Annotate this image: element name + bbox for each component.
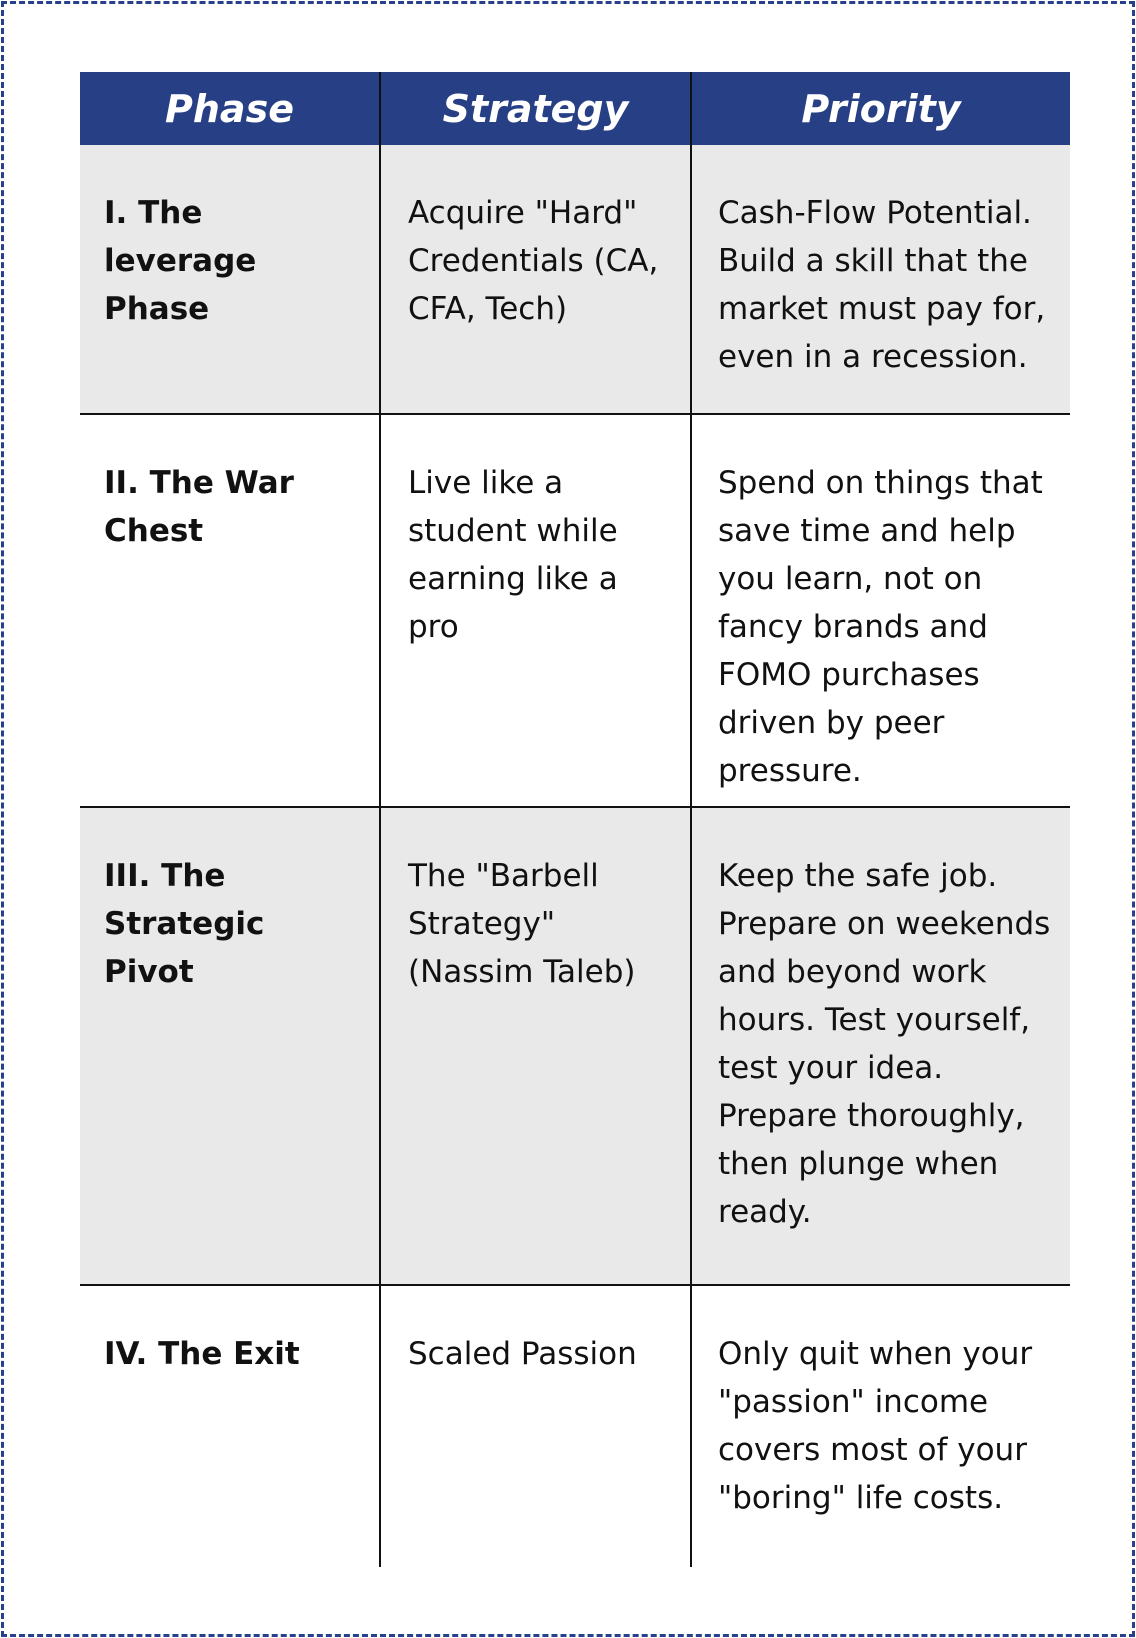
header-strategy: Strategy: [380, 72, 691, 145]
table-row: [80, 807, 1070, 1285]
priority-cell: Cash-Flow Potential. Build a skill that the market must pay for, even in a recession.: [691, 145, 1070, 414]
table-row: [80, 145, 1070, 414]
table-row: [80, 414, 1070, 807]
table-header-row: [80, 72, 1070, 145]
strategy-cell: Acquire "Hard" Credentials (CA, CFA, Tech): [380, 145, 691, 414]
priority-cell: Keep the safe job. Prepare on weekends and beyond work hours. Test yourself, test your idea. Prepare thoroughly, then plunge when ready.: [691, 807, 1070, 1285]
priority-cell: Only quit when your "passion" income covers most of your "boring" life costs.: [691, 1285, 1070, 1567]
phase-cell: IV. The Exit: [80, 1285, 380, 1567]
phase-cell: II. The War Chest: [80, 414, 380, 807]
phase-strategy-table: [80, 72, 1070, 1567]
table-row: [80, 1285, 1070, 1567]
strategy-cell: Scaled Passion: [380, 1285, 691, 1567]
priority-cell: Spend on things that save time and help you learn, not on fancy brands and FOMO purchases driven by peer pressure.: [691, 414, 1070, 807]
strategy-cell: Live like a student while earning like a pro: [380, 414, 691, 807]
header-priority: Priority: [691, 72, 1070, 145]
phase-cell: III. The Strategic Pivot: [80, 807, 380, 1285]
header-phase: Phase: [80, 72, 380, 145]
phase-cell: I. The leverage Phase: [80, 145, 380, 414]
strategy-cell: The "Barbell Strategy" (Nassim Taleb): [380, 807, 691, 1285]
